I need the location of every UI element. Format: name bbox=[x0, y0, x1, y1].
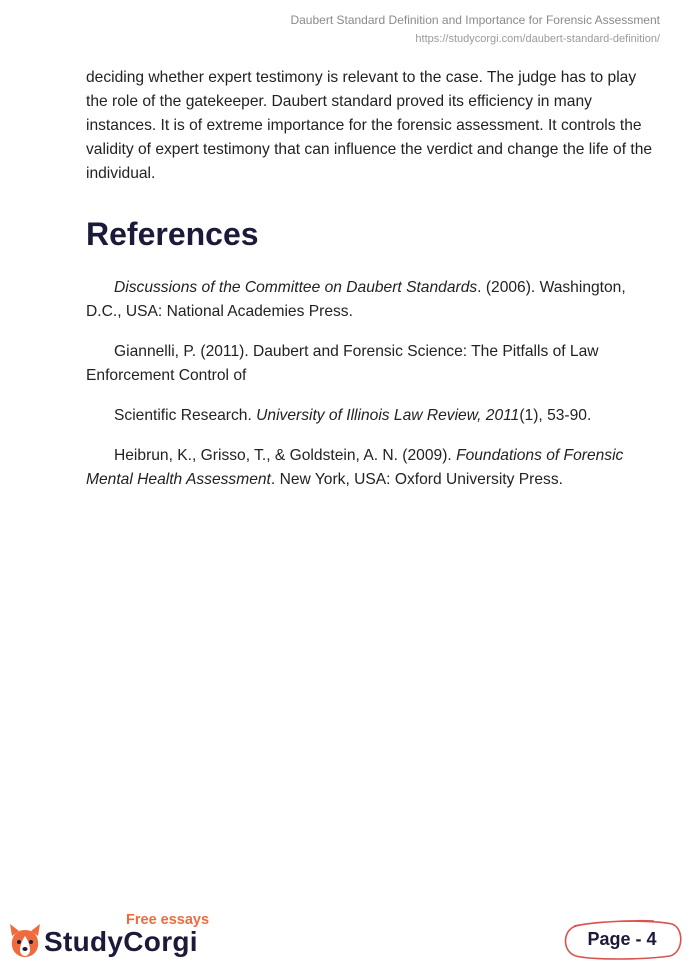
reference-details: Giannelli, P. (2011). Daubert and Forensic Science: The Pitfalls of Law Enforcement Control of bbox=[86, 343, 599, 384]
reference-item bbox=[86, 340, 656, 388]
page-label: Page - 4 bbox=[587, 929, 657, 949]
body-paragraph: deciding whether expert testimony is relevant to the case. The judge has to play the role of the gatekeeper. Daubert standard proved its efficiency in many instances. It is of extreme importance for the forensic assessment. It controls the validity of expert testimony that can influence the verdict and change the life of the individual. bbox=[86, 69, 653, 182]
document-url[interactable]: https://studycorgi.com/daubert-standard-definition/ bbox=[415, 33, 660, 45]
document-title: Daubert Standard Definition and Importance for Forensic Assessment bbox=[290, 13, 660, 27]
references-list bbox=[86, 276, 656, 492]
corgi-icon bbox=[8, 922, 42, 958]
reference-title: University of Illinois Law Review, 2011 bbox=[256, 407, 520, 424]
page-number-badge bbox=[562, 918, 684, 960]
reference-item bbox=[86, 276, 656, 324]
reference-details: (1), 53-90. bbox=[519, 407, 592, 424]
reference-details: Heibrun, K., Grisso, T., & Goldstein, A. N. (2009). bbox=[114, 447, 457, 464]
studycorgi-logo[interactable] bbox=[8, 912, 228, 960]
document-body bbox=[86, 66, 656, 508]
reference-item bbox=[86, 404, 656, 428]
reference-details: . New York, USA: Oxford University Press. bbox=[270, 471, 563, 488]
reference-title: Foundations of Forensic Mental Health Assessment bbox=[86, 447, 624, 488]
reference-item bbox=[86, 444, 656, 492]
references-heading: References bbox=[86, 216, 259, 252]
brand-name: StudyCorgi bbox=[44, 926, 198, 957]
page-header bbox=[290, 12, 660, 46]
reference-title: Discussions of the Committee on Daubert Standards bbox=[114, 279, 478, 296]
reference-details: . (2006). Washington, D.C., USA: National Academies Press. bbox=[86, 279, 626, 320]
tagline: Free essays bbox=[126, 912, 210, 928]
reference-details: Scientific Research. bbox=[114, 407, 257, 424]
